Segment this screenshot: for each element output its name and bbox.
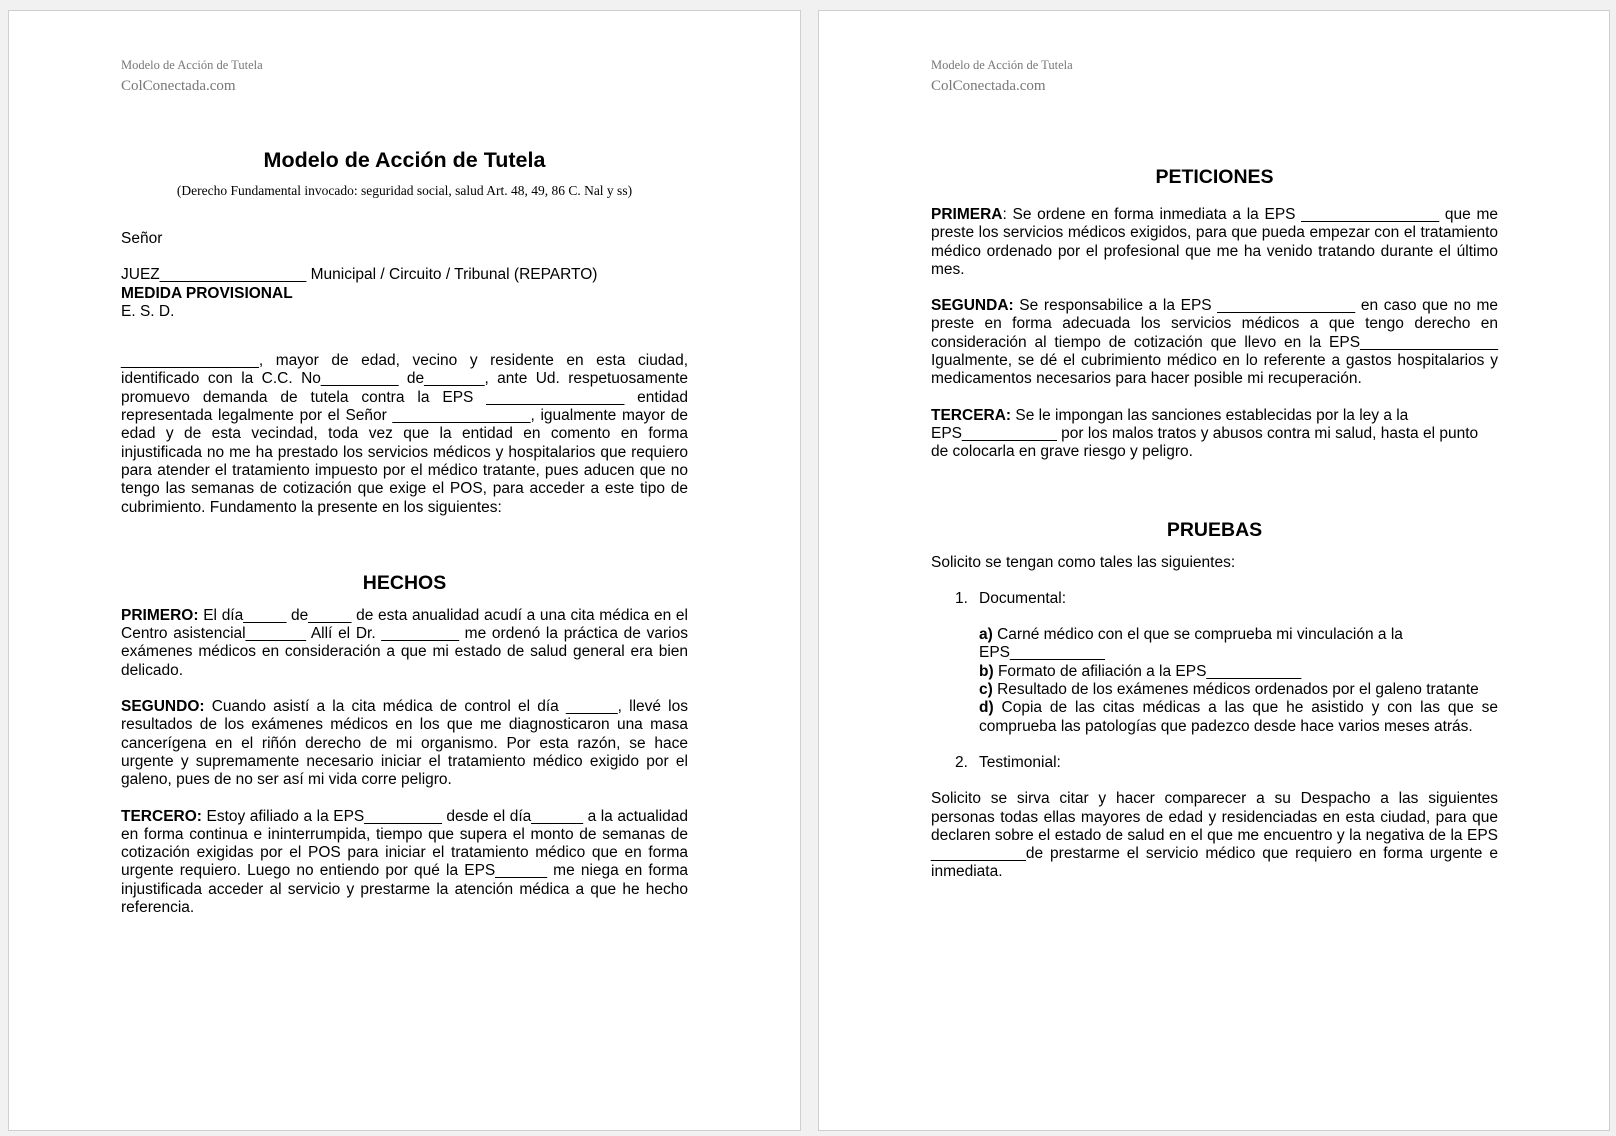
list-label: Testimonial:: [979, 753, 1061, 771]
peticion-label: SEGUNDA:: [931, 297, 1014, 315]
intro-paragraph: ________________, mayor de edad, vecino y residente en esta ciudad, identificado con la C.C. No_________ de_______, ante Ud. respetuosamente promuevo demanda de tutela contra la EPS ________________ entidad representada legalmente por el Señor ________________, igualmente mayor de edad y de esta vecindad, toda vez que la entidad en comento en forma injustificada no me ha prestado los servicios médicos y hospitalarios que requiero para atender el tratamiento impuesto por el médico tratante, pues aducen que no tengo las semanas de cotización que exige el POS, para acceder a este tipo de cubrimiento. Fundamento la presente en los siguientes:: [121, 352, 688, 516]
peticion-text: : Se ordene en forma inmediata a la EPS ________________ que me preste los servicios médicos exigidos, para que pueda empezar con el tratamiento médico ordenado por el profesional que me ha venido tratando durante el último mes.: [931, 206, 1498, 278]
doc-item-label: a): [979, 626, 993, 644]
doc-item: [979, 681, 1498, 699]
testimonial-paragraph: Solicito se sirva citar y hacer comparecer a su Despacho a las siguientes personas todas ellas mayores de edad y residenciadas en esta ciudad, para que declaren sobre el estado de salud en el que me encuentro y la negativa de la EPS ___________de prestarme el servicio médico que requiero en forma urgente e inmediata.: [931, 790, 1498, 881]
doc-item-text: Carné médico con el que se comprueba mi vinculación a la EPS___________: [979, 626, 1403, 662]
hecho-label: PRIMERO:: [121, 606, 199, 624]
list-label: Documental:: [979, 589, 1067, 607]
page-2-content: [931, 57, 1498, 882]
hecho-text: Estoy afiliado a la EPS_________ desde el día______ a la actualidad en forma continua e ininterrumpida, tiempo que supera el monto de semanas de cotización exigidas por el POS para iniciar el tratamiento médico que en forma urgente requiero. Luego no entiendo por qué la EPS______ me niega en forma injustificada acceder al servicio y prestarme la atención médica a que he hecho referencia.: [121, 807, 688, 917]
peticion-paragraph: [931, 407, 1498, 462]
hecho-label: SEGUNDO:: [121, 698, 205, 716]
esd-line: E. S. D.: [121, 302, 175, 320]
header-site: ColConectada.com: [121, 78, 236, 94]
doc-item: [979, 626, 1498, 663]
document-page-1: [8, 10, 801, 1131]
document-page-2: [818, 10, 1610, 1131]
salutation: Señor: [121, 230, 163, 247]
header-doc-name: Modelo de Acción de Tutela: [931, 58, 1073, 72]
hecho-paragraph: [121, 698, 688, 789]
hecho-paragraph: [121, 808, 688, 918]
doc-item: [979, 663, 1498, 681]
document-title: Modelo de Acción de Tutela: [263, 148, 546, 172]
list-item-testimonial: [931, 754, 1498, 772]
doc-item-label: d): [979, 699, 994, 717]
list-number: 1.: [955, 589, 968, 607]
peticion-text: Se le impongan las sanciones establecidas por la ley a la EPS___________ por los malos tratos y abusos contra mi salud, hasta el punto de colocarla en grave riesgo y peligro.: [931, 406, 1479, 461]
list-item-documental: [931, 590, 1498, 608]
hechos-heading: HECHOS: [362, 571, 447, 594]
hecho-label: TERCERO:: [121, 807, 202, 825]
medida-label: MEDIDA PROVISIONAL: [121, 284, 293, 302]
document-subtitle: (Derecho Fundamental invocado: seguridad social, salud Art. 48, 49, 86 C. Nal y ss): [176, 183, 633, 198]
peticiones-heading: PETICIONES: [1155, 166, 1274, 188]
page-1-content: [121, 57, 688, 917]
doc-item-label: b): [979, 662, 994, 680]
peticion-text: Se responsabilice a la EPS ________________ en caso que no me preste en forma adecuada los servicios médicos a que tengo derecho en consideración al tiempo de cotización que llevo en la EPS________________ Igualmente, se dé el cubrimiento médico en lo referente a gastos hospitalarios y medicamentos necesarios para hacer posible mi recuperación.: [931, 297, 1498, 388]
hecho-paragraph: [121, 607, 688, 680]
doc-item-text: Copia de las citas médicas a las que he asistido y con las que se comprueba las patologías que padezco desde hace varios meses atrás.: [979, 699, 1498, 735]
documental-sublist: [931, 626, 1498, 736]
header-site: ColConectada.com: [931, 78, 1046, 94]
peticion-paragraph: [931, 206, 1498, 279]
doc-item-label: c): [979, 681, 993, 699]
hecho-text: Cuando asistí a la cita médica de control el día ______, llevé los resultados de los exámenes médicos en los que me diagnosticaron una masa cancerígena en el riñón derecho de mi organismo. Por esta razón, se hace urgente y supremamente necesario iniciar el tratamiento médico exigido por el galeno, pues de no ser así mi vida corre peligro.: [121, 698, 688, 789]
pruebas-intro: Solicito se tengan como tales las siguientes:: [931, 553, 1236, 571]
judge-line: JUEZ_________________ Municipal / Circuito / Tribunal (REPARTO): [121, 266, 598, 284]
doc-item: [979, 699, 1498, 736]
pruebas-heading: PRUEBAS: [1166, 518, 1263, 541]
peticion-label: PRIMERA: [931, 206, 1003, 223]
peticion-label: TERCERA:: [931, 406, 1012, 424]
doc-item-text: Formato de afiliación a la EPS___________: [993, 662, 1302, 680]
medida-provisional: [121, 285, 688, 303]
peticion-paragraph: [931, 297, 1498, 388]
hecho-text: El día_____ de_____ de esta anualidad acudí a una cita médica en el Centro asistencial_______ Allí el Dr. _________ me ordenó la práctica de varios exámenes médicos en consideración a que mi estado de salud general era bien delicado.: [121, 606, 688, 679]
list-number: 2.: [955, 753, 968, 771]
header-doc-name: Modelo de Acción de Tutela: [121, 58, 263, 72]
doc-item-text: Resultado de los exámenes médicos ordenados por el galeno tratante: [992, 681, 1479, 699]
